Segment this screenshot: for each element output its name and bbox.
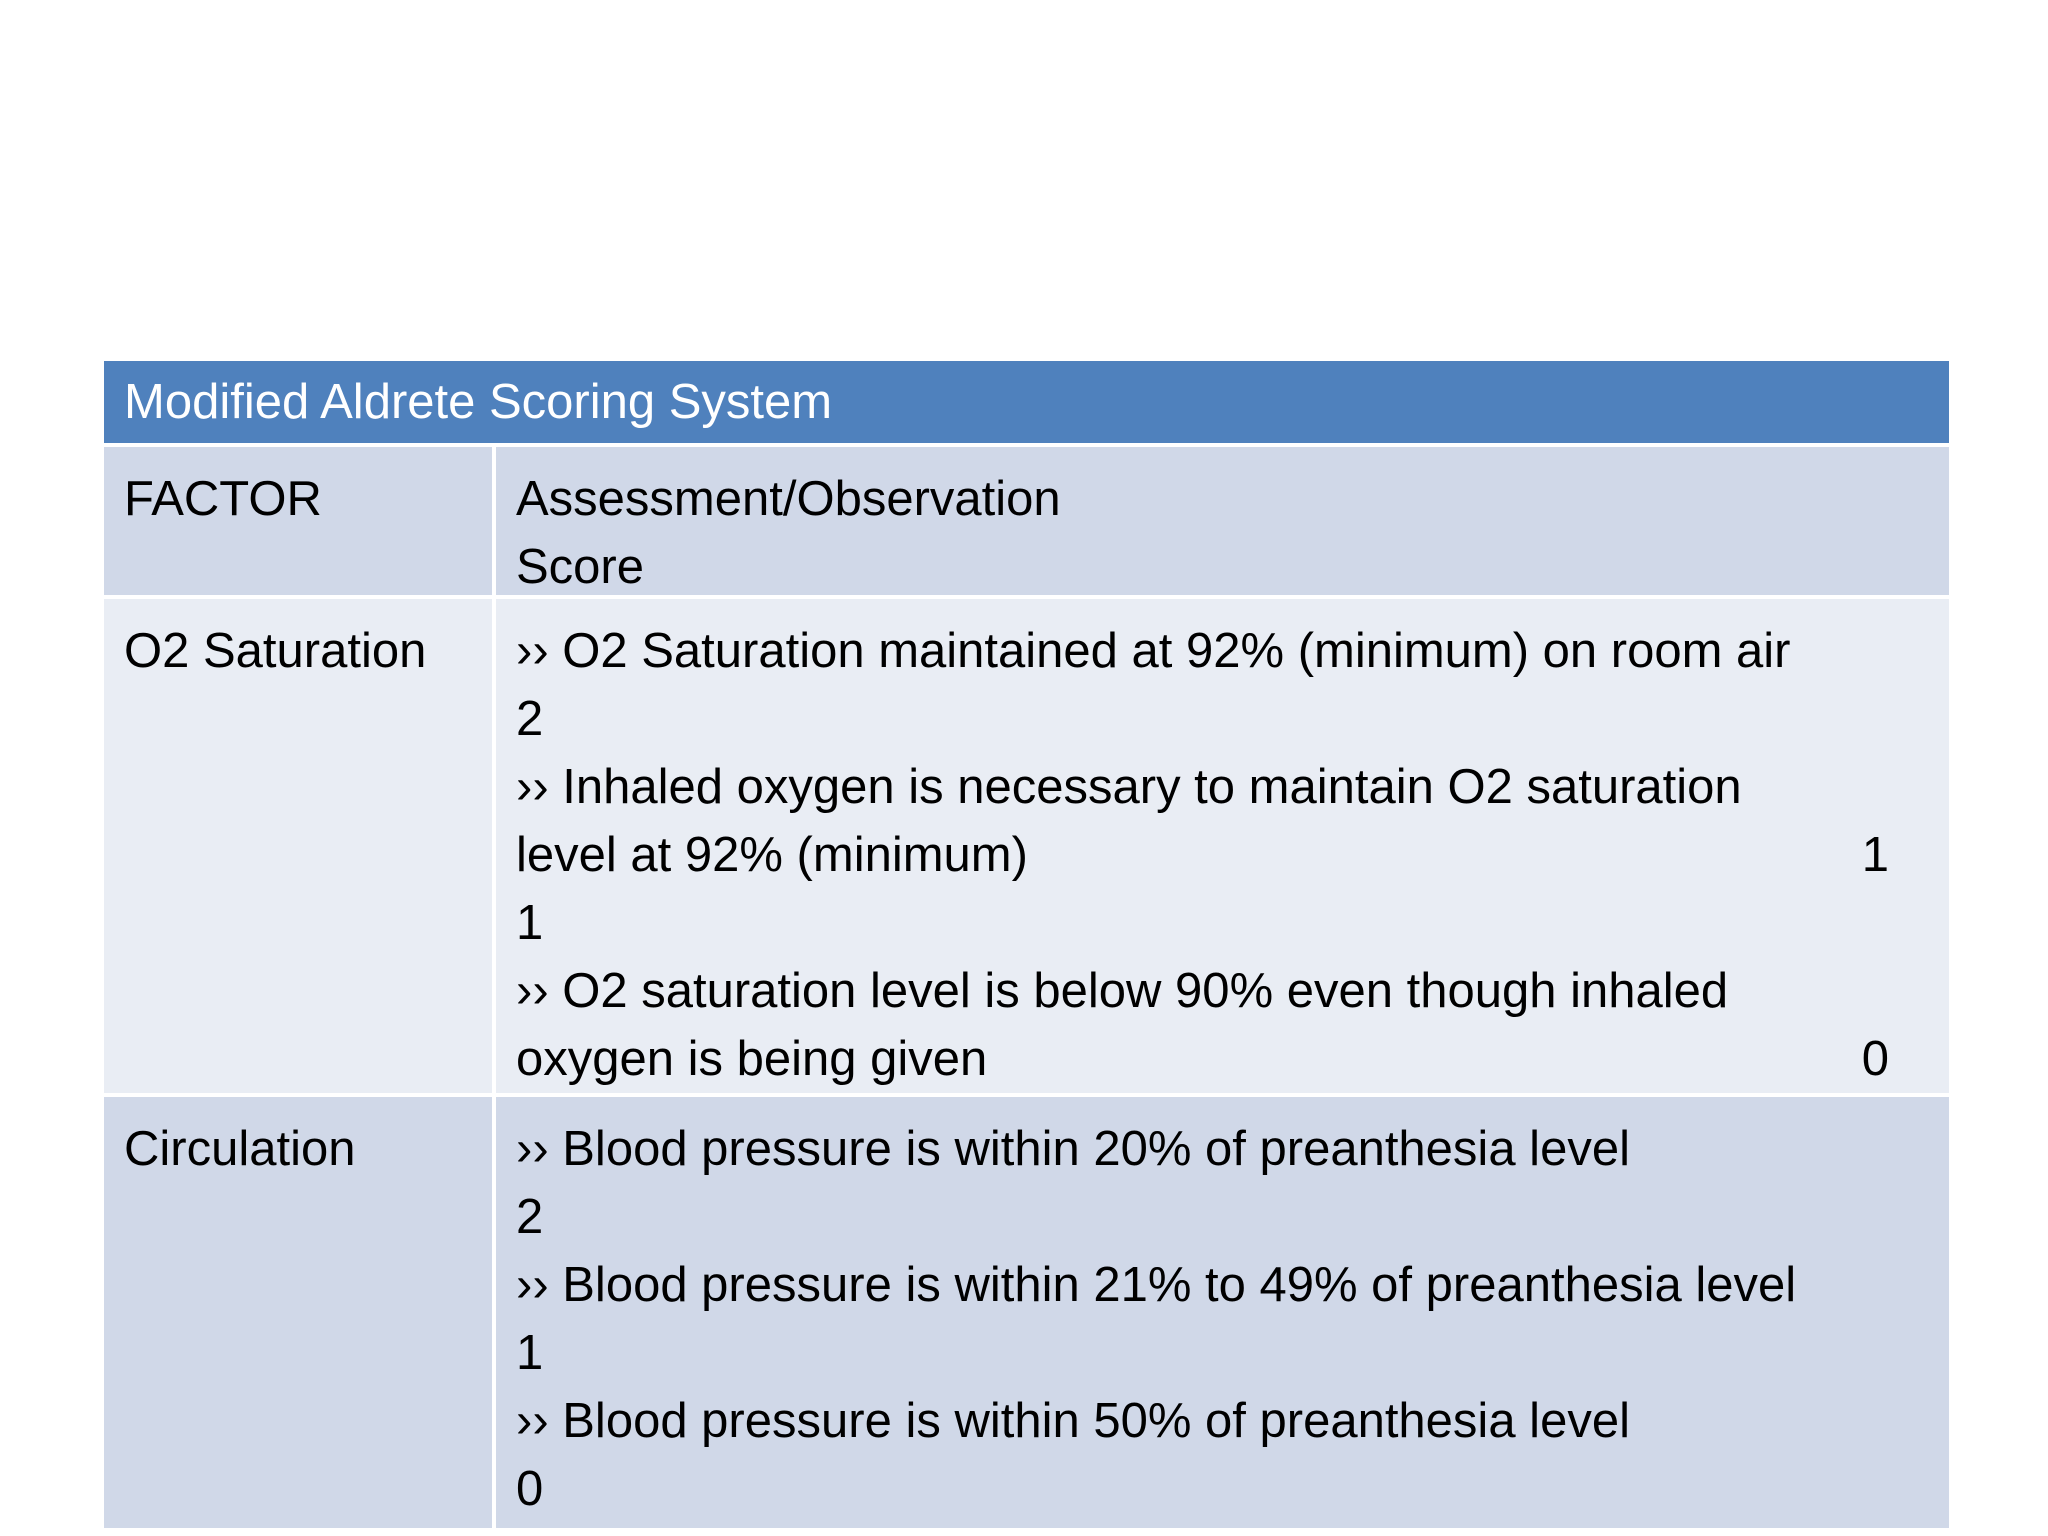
- assessment-text: ›› O2 saturation level is below 90% even though inhaled: [516, 964, 1729, 1018]
- factor-cell: [104, 1097, 496, 1528]
- factor-label: Circulation: [124, 1122, 356, 1176]
- assessment-cell: [496, 1097, 1949, 1528]
- assessment-text: ›› Inhaled oxygen is necessary to maintain O2 saturation: [516, 760, 1742, 814]
- assessment-line: [516, 1115, 1889, 1183]
- assessment-cell: [496, 599, 1949, 1093]
- factor-label: O2 Saturation: [124, 624, 427, 678]
- assessment-text: level at 92% (minimum): [516, 828, 1028, 882]
- assessment-text: 0: [516, 1462, 544, 1516]
- score-value: 1: [1861, 828, 1889, 882]
- assessment-text: ›› Blood pressure is within 50% of preanthesia level: [516, 1394, 1630, 1448]
- assessment-line: [516, 1183, 1889, 1251]
- table-title: Modified Aldrete Scoring System: [124, 375, 833, 429]
- assessment-line: [516, 1455, 1889, 1523]
- assessment-line: [516, 617, 1889, 685]
- assessment-line: [516, 889, 1889, 957]
- aldrete-table: [104, 361, 1949, 1528]
- header-factor-cell: [104, 447, 496, 595]
- assessment-text: 1: [516, 1326, 544, 1380]
- assessment-text: ›› Blood pressure is within 21% to 49% of preanthesia level: [516, 1258, 1797, 1312]
- assessment-text: ›› O2 Saturation maintained at 92% (minimum) on room air: [516, 624, 1791, 678]
- assessment-line: [516, 957, 1889, 1025]
- assessment-text: 2: [516, 1190, 544, 1244]
- assessment-text: ›› Blood pressure is within 20% of preanthesia level: [516, 1122, 1630, 1176]
- header-assessment-label: Assessment/Observation: [516, 472, 1061, 526]
- assessment-line: [516, 821, 1889, 889]
- assessment-text: oxygen is being given: [516, 1032, 988, 1086]
- assessment-line: [516, 1319, 1889, 1387]
- assessment-line: [516, 1025, 1889, 1093]
- assessment-line: [516, 753, 1889, 821]
- assessment-line: [516, 685, 1889, 753]
- header-assessment-cell: [496, 447, 1949, 595]
- header-score-label: Score: [516, 540, 645, 594]
- assessment-text: 1: [516, 896, 544, 950]
- table-title-row: [104, 361, 1949, 443]
- assessment-text: 2: [516, 692, 544, 746]
- assessment-line: [516, 1387, 1889, 1455]
- table-row-o2-saturation: [104, 595, 1949, 1093]
- factor-cell: [104, 599, 496, 1093]
- table-header-row: [104, 443, 1949, 595]
- score-value: 0: [1861, 1032, 1889, 1086]
- table-row-circulation: [104, 1093, 1949, 1528]
- assessment-line: [516, 1251, 1889, 1319]
- header-factor-label: FACTOR: [124, 472, 322, 526]
